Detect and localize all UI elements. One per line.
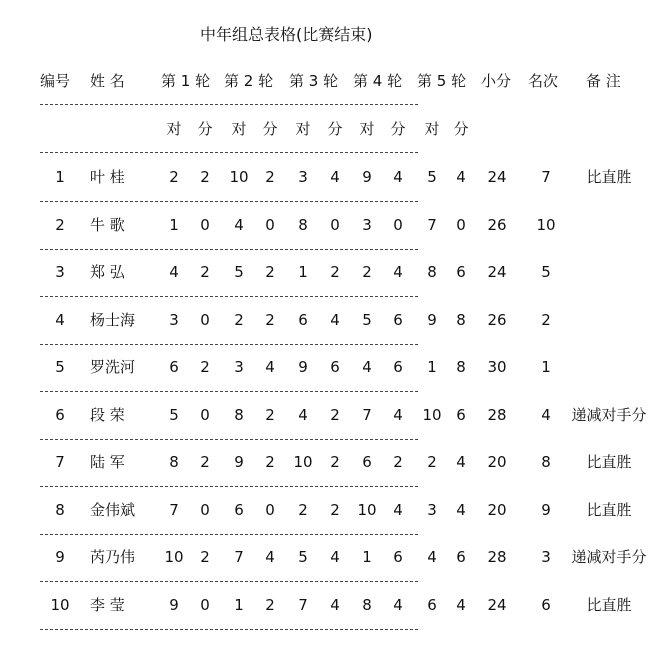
- round-points: 2: [265, 263, 275, 281]
- round-points: 2: [330, 263, 340, 281]
- rank: 9: [541, 500, 551, 519]
- round-points: 6: [393, 358, 403, 376]
- round-opponent: 1: [169, 215, 179, 234]
- rank: 3: [541, 548, 551, 566]
- header-round-5: 第 5 轮: [417, 72, 467, 90]
- round-points: 0: [456, 215, 466, 234]
- round-points: 2: [200, 548, 210, 566]
- round-points: 2: [265, 310, 275, 329]
- round-opponent: 2: [234, 310, 244, 329]
- subheader-opponent: 对: [295, 120, 311, 138]
- subheader-opponent: 对: [359, 120, 375, 138]
- round-points: 2: [200, 263, 210, 281]
- round-opponent: 8: [362, 595, 372, 614]
- header-round-3: 第 3 轮: [289, 72, 339, 90]
- round-points: 0: [200, 595, 210, 614]
- row-number: 10: [50, 595, 70, 614]
- round-opponent: 10: [422, 405, 442, 424]
- round-points: 6: [393, 548, 403, 566]
- page-title: 中年组总表格(比赛结束): [200, 25, 373, 44]
- row-number: 4: [55, 310, 65, 329]
- subtotal: 28: [487, 405, 507, 424]
- round-opponent: 8: [427, 263, 437, 281]
- round-opponent: 9: [298, 358, 308, 376]
- subheader-points: 分: [262, 120, 278, 138]
- header-note: 备 注: [586, 72, 621, 90]
- note: 递减对手分: [571, 405, 647, 424]
- round-opponent: 1: [234, 595, 244, 614]
- row-number: 9: [55, 548, 65, 566]
- player-name: 芮乃伟: [90, 548, 136, 566]
- subtotal: 20: [487, 500, 507, 519]
- player-name: 罗洗河: [90, 358, 136, 376]
- round-points: 2: [265, 453, 275, 471]
- divider: [40, 534, 418, 535]
- round-opponent: 5: [169, 405, 179, 424]
- round-points: 6: [330, 358, 340, 376]
- round-points: 8: [456, 310, 466, 329]
- round-points: 6: [456, 548, 466, 566]
- header-rank: 名次: [528, 72, 559, 90]
- round-points: 0: [200, 405, 210, 424]
- header-round-4: 第 4 轮: [353, 72, 403, 90]
- player-name: 郑 弘: [90, 263, 125, 281]
- round-points: 2: [265, 168, 275, 186]
- divider: [40, 296, 418, 297]
- round-opponent: 10: [357, 500, 377, 519]
- subheader-points: 分: [327, 120, 343, 138]
- round-opponent: 1: [298, 263, 308, 281]
- round-opponent: 7: [169, 500, 179, 519]
- round-opponent: 2: [169, 168, 179, 186]
- note: 比直胜: [586, 500, 632, 519]
- subheader-opponent: 对: [166, 120, 182, 138]
- round-opponent: 10: [164, 548, 184, 566]
- rank: 7: [541, 168, 551, 186]
- round-opponent: 9: [169, 595, 179, 614]
- round-points: 4: [456, 500, 466, 519]
- round-opponent: 3: [234, 358, 244, 376]
- round-opponent: 3: [298, 168, 308, 186]
- round-points: 6: [456, 263, 466, 281]
- subheader-opponent: 对: [424, 120, 440, 138]
- player-name: 李 莹: [90, 595, 125, 614]
- round-opponent: 7: [362, 405, 372, 424]
- round-opponent: 4: [298, 405, 308, 424]
- header-round-1: 第 1 轮: [161, 72, 211, 90]
- divider: [40, 201, 418, 202]
- round-points: 2: [330, 500, 340, 519]
- divider: [40, 391, 418, 392]
- round-opponent: 9: [427, 310, 437, 329]
- subtotal: 26: [487, 310, 507, 329]
- round-opponent: 3: [427, 500, 437, 519]
- round-points: 0: [200, 215, 210, 234]
- round-points: 0: [265, 215, 275, 234]
- round-points: 6: [393, 310, 403, 329]
- round-opponent: 2: [427, 453, 437, 471]
- header-name: 姓 名: [90, 72, 125, 90]
- round-opponent: 1: [362, 548, 372, 566]
- header-subtotal: 小分: [481, 72, 512, 90]
- subtotal: 24: [487, 595, 507, 614]
- player-name: 杨士海: [90, 310, 136, 329]
- round-opponent: 5: [298, 548, 308, 566]
- round-opponent: 3: [169, 310, 179, 329]
- round-opponent: 1: [427, 358, 437, 376]
- round-opponent: 6: [427, 595, 437, 614]
- round-points: 2: [265, 405, 275, 424]
- player-name: 叶 桂: [90, 168, 125, 186]
- row-number: 1: [55, 168, 65, 186]
- round-points: 0: [200, 500, 210, 519]
- round-points: 4: [265, 548, 275, 566]
- divider: [40, 249, 418, 250]
- round-points: 4: [330, 168, 340, 186]
- round-points: 0: [265, 500, 275, 519]
- round-opponent: 5: [234, 263, 244, 281]
- subtotal: 28: [487, 548, 507, 566]
- header-number: 编号: [40, 72, 71, 90]
- divider: [40, 486, 418, 487]
- divider: [40, 152, 418, 153]
- note: 比直胜: [586, 595, 632, 614]
- round-points: 8: [456, 358, 466, 376]
- rank: 6: [541, 595, 551, 614]
- round-points: 2: [393, 453, 403, 471]
- row-number: 7: [55, 453, 65, 471]
- subheader-points: 分: [453, 120, 469, 138]
- round-opponent: 8: [298, 215, 308, 234]
- row-number: 6: [55, 405, 65, 424]
- round-points: 4: [330, 310, 340, 329]
- note: 比直胜: [586, 168, 632, 186]
- subheader-opponent: 对: [231, 120, 247, 138]
- note: 比直胜: [586, 453, 632, 471]
- round-points: 4: [456, 595, 466, 614]
- round-opponent: 10: [229, 168, 249, 186]
- player-name: 牛 歌: [90, 215, 125, 234]
- round-opponent: 7: [298, 595, 308, 614]
- round-points: 2: [330, 405, 340, 424]
- subtotal: 30: [487, 358, 507, 376]
- round-points: 0: [393, 215, 403, 234]
- round-points: 2: [200, 168, 210, 186]
- round-opponent: 2: [298, 500, 308, 519]
- row-number: 2: [55, 215, 65, 234]
- divider: [40, 629, 418, 630]
- row-number: 5: [55, 358, 65, 376]
- rank: 1: [541, 358, 551, 376]
- round-points: 4: [393, 168, 403, 186]
- round-points: 4: [265, 358, 275, 376]
- row-number: 8: [55, 500, 65, 519]
- round-opponent: 10: [293, 453, 313, 471]
- player-name: 段 荣: [90, 405, 125, 424]
- round-points: 2: [330, 453, 340, 471]
- subtotal: 24: [487, 168, 507, 186]
- round-opponent: 4: [362, 358, 372, 376]
- round-opponent: 5: [362, 310, 372, 329]
- round-points: 4: [393, 405, 403, 424]
- round-opponent: 8: [234, 405, 244, 424]
- round-opponent: 8: [169, 453, 179, 471]
- round-points: 4: [330, 595, 340, 614]
- divider: [40, 439, 418, 440]
- divider: [40, 104, 418, 105]
- subtotal: 26: [487, 215, 507, 234]
- rank: 2: [541, 310, 551, 329]
- divider: [40, 581, 418, 582]
- round-points: 0: [330, 215, 340, 234]
- subtotal: 24: [487, 263, 507, 281]
- rank: 10: [536, 215, 556, 234]
- header-round-2: 第 2 轮: [224, 72, 274, 90]
- round-opponent: 4: [427, 548, 437, 566]
- round-points: 4: [393, 595, 403, 614]
- player-name: 金伟斌: [90, 500, 136, 519]
- round-opponent: 9: [362, 168, 372, 186]
- round-opponent: 7: [427, 215, 437, 234]
- round-opponent: 6: [169, 358, 179, 376]
- rank: 8: [541, 453, 551, 471]
- divider: [40, 344, 418, 345]
- note: 递减对手分: [571, 548, 647, 566]
- round-opponent: 4: [234, 215, 244, 234]
- subtotal: 20: [487, 453, 507, 471]
- round-opponent: 6: [298, 310, 308, 329]
- round-opponent: 9: [234, 453, 244, 471]
- round-points: 4: [393, 500, 403, 519]
- rank: 5: [541, 263, 551, 281]
- round-points: 2: [200, 453, 210, 471]
- round-opponent: 7: [234, 548, 244, 566]
- round-opponent: 6: [234, 500, 244, 519]
- round-points: 4: [330, 548, 340, 566]
- round-opponent: 4: [169, 263, 179, 281]
- rank: 4: [541, 405, 551, 424]
- round-points: 2: [265, 595, 275, 614]
- round-opponent: 6: [362, 453, 372, 471]
- subheader-points: 分: [197, 120, 213, 138]
- round-points: 4: [456, 453, 466, 471]
- row-number: 3: [55, 263, 65, 281]
- round-opponent: 2: [362, 263, 372, 281]
- round-opponent: 5: [427, 168, 437, 186]
- round-opponent: 3: [362, 215, 372, 234]
- round-points: 2: [200, 358, 210, 376]
- round-points: 4: [456, 168, 466, 186]
- round-points: 4: [393, 263, 403, 281]
- subheader-points: 分: [390, 120, 406, 138]
- round-points: 6: [456, 405, 466, 424]
- player-name: 陆 军: [90, 453, 125, 471]
- round-points: 0: [200, 310, 210, 329]
